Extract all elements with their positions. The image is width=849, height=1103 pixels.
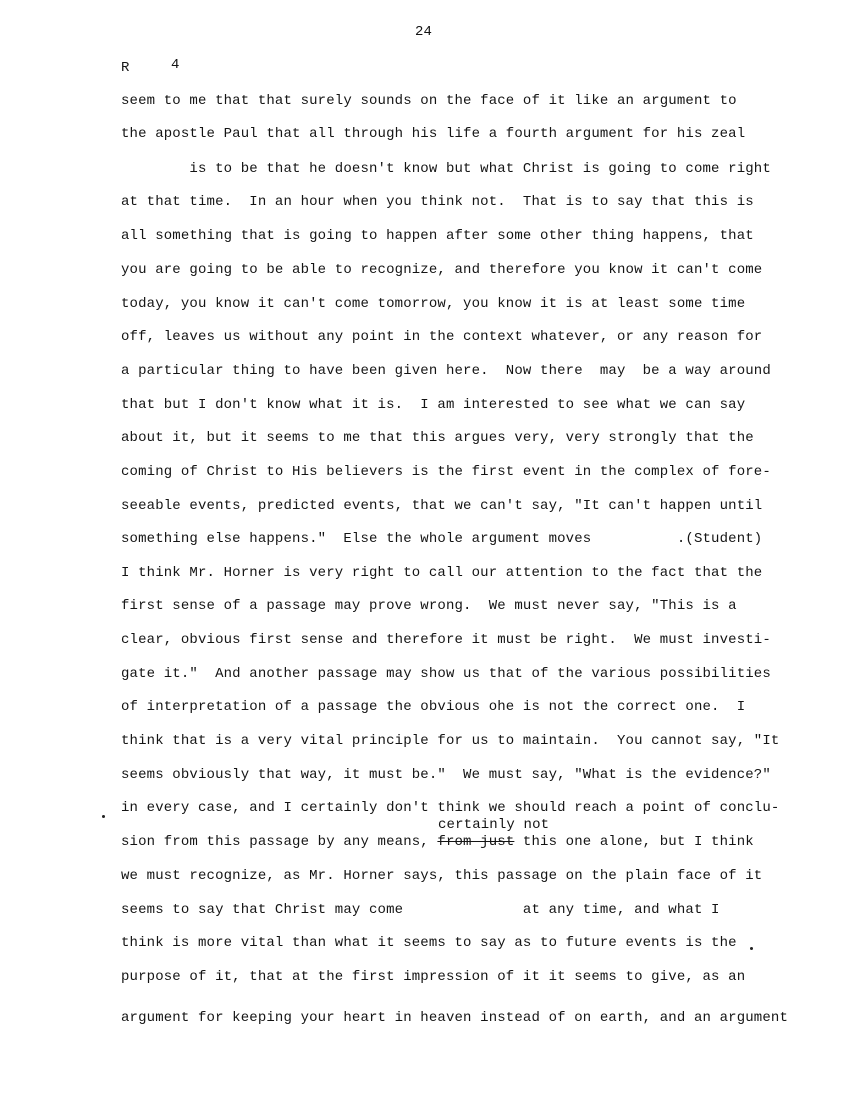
text-line: a particular thing to have been given here. Now there may be a way around xyxy=(121,363,771,379)
text-line: at that time. In an hour when you think not. That is to say that this is xyxy=(121,194,754,210)
section-letter: R xyxy=(121,60,130,76)
text-line: think that is a very vital principle for us to maintain. You cannot say, "It xyxy=(121,733,780,749)
text-line: of interpretation of a passage the obvious ohe is not the correct one. I xyxy=(121,699,746,715)
text-line: gate it." And another passage may show us that of the various possibilities xyxy=(121,666,771,682)
text-line: in every case, and I certainly don't think we should reach a point of conclu- xyxy=(121,800,780,816)
text-line: seeable events, predicted events, that we can't say, "It can't happen until xyxy=(121,498,763,514)
text-line: off, leaves us without any point in the context whatever, or any reason for xyxy=(121,329,763,345)
text-line: first sense of a passage may prove wrong. We must never say, "This is a xyxy=(121,598,737,614)
margin-mark xyxy=(102,815,105,818)
text-line: seems to say that Christ may come at any time, and what I xyxy=(121,902,720,918)
text-line: we must recognize, as Mr. Horner says, this passage on the plain face of it xyxy=(121,868,763,884)
text-line: you are going to be able to recognize, and therefore you know it can't come xyxy=(121,262,763,278)
text-line: seems obviously that way, it must be." We must say, "What is the evidence?" xyxy=(121,767,771,783)
section-number: 4 xyxy=(171,57,180,73)
page-number: 24 xyxy=(415,24,433,40)
text-line: clear, obvious first sense and therefore it must be right. We must investi- xyxy=(121,632,771,648)
margin-mark xyxy=(750,947,753,950)
handwritten-insertion: certainly not xyxy=(438,817,550,833)
text-line: purpose of it, that at the first impression of it it seems to give, as an xyxy=(121,969,746,985)
text-line: coming of Christ to His believers is the first event in the complex of fore- xyxy=(121,464,771,480)
text-line: the apostle Paul that all through his life a fourth argument for his zeal xyxy=(121,126,746,142)
text-line: argument for keeping your heart in heaven instead of on earth, and an argument xyxy=(121,1010,789,1026)
text-line: today, you know it can't come tomorrow, you know it is at least some time xyxy=(121,296,746,312)
text-line: is to be that he doesn't know but what Christ is going to come right xyxy=(121,161,771,177)
struck-out-text: from just xyxy=(437,834,515,850)
text-line: that but I don't know what it is. I am interested to see what we can say xyxy=(121,397,746,413)
text-line: about it, but it seems to me that this argues very, very strongly that the xyxy=(121,430,754,446)
text-line: think is more vital than what it seems to say as to future events is the xyxy=(121,935,737,951)
text-line: seem to me that that surely sounds on the face of it like an argument to xyxy=(121,93,737,109)
line-text-after: this one alone, but I think xyxy=(514,834,754,850)
text-line: I think Mr. Horner is very right to call our attention to the fact that the xyxy=(121,565,763,581)
text-line: all something that is going to happen after some other thing happens, that xyxy=(121,228,754,244)
line-text-before: sion from this passage by any means, xyxy=(121,834,438,850)
text-line-with-correction xyxy=(121,834,754,850)
text-line: something else happens." Else the whole argument moves .(Student) xyxy=(121,531,763,547)
